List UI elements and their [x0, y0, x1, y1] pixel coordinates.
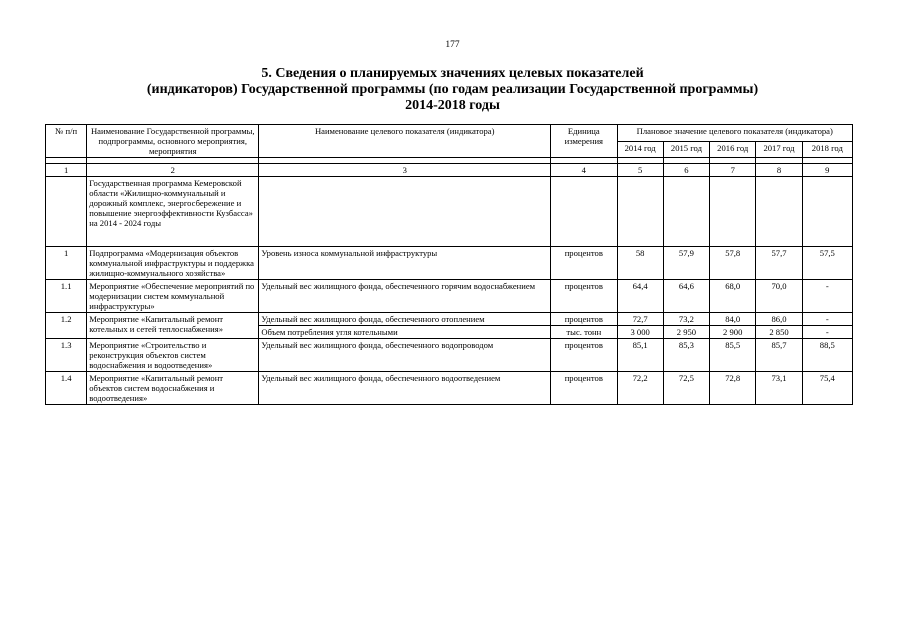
- row-value: 64,4: [617, 280, 663, 313]
- row-value: 58: [617, 247, 663, 280]
- row-value: 57,9: [663, 247, 709, 280]
- row-unit: процентов: [551, 313, 617, 326]
- table-row: [46, 372, 853, 405]
- row-indicator: Объем потребления угля котельными: [259, 326, 551, 339]
- row-value: 85,3: [663, 339, 709, 372]
- row-name: Мероприятие «Капитальный ремонт объектов систем водоснабжения и водоотведения»: [87, 372, 259, 405]
- row-value: -: [802, 280, 852, 313]
- row-unit: тыс. тонн: [551, 326, 617, 339]
- title-line-1: 5. Сведения о планируемых значениях целевых показателей: [261, 66, 644, 81]
- row-value: 88,5: [802, 339, 852, 372]
- table-row: [46, 280, 853, 313]
- column-index: 4: [551, 164, 617, 177]
- row-name: Мероприятие «Строительство и реконструкция объектов систем водоснабжения и водоотведения»: [87, 339, 259, 372]
- row-value: 64,6: [663, 280, 709, 313]
- header-year: 2014 год: [617, 141, 663, 158]
- column-index: 2: [87, 164, 259, 177]
- row-value: 57,8: [710, 247, 756, 280]
- row-value: 68,0: [710, 280, 756, 313]
- row-value: 57,7: [756, 247, 802, 280]
- row-value: 86,0: [756, 313, 802, 326]
- row-value: -: [802, 326, 852, 339]
- header-name: Наименование Государственной программы, подпрограммы, основного мероприятия, мероприятия: [87, 125, 259, 158]
- title-line-2: (индикаторов) Государственной программы (по годам реализации Государственной программы): [146, 82, 759, 97]
- row-unit: процентов: [551, 372, 617, 405]
- row-value: 72,8: [710, 372, 756, 405]
- row-indicator: Удельный вес жилищного фонда, обеспеченного водоотведением: [259, 372, 551, 405]
- header-year: 2015 год: [663, 141, 709, 158]
- column-index: 7: [710, 164, 756, 177]
- row-value: 2 950: [663, 326, 709, 339]
- row-value: 85,7: [756, 339, 802, 372]
- column-index-row: [46, 164, 853, 177]
- row-num: 1.1: [46, 280, 87, 313]
- row-value: 84,0: [710, 313, 756, 326]
- row-value: 2 900: [710, 326, 756, 339]
- row-value: 72,5: [663, 372, 709, 405]
- row-value: 73,1: [756, 372, 802, 405]
- column-index: 1: [46, 164, 87, 177]
- row-num: 1.4: [46, 372, 87, 405]
- row-name: Мероприятие «Обеспечение мероприятий по модернизации систем коммунальной инфраструктуры»: [87, 280, 259, 313]
- column-index: 3: [259, 164, 551, 177]
- row-value: 57,5: [802, 247, 852, 280]
- row-name: Подпрограмма «Модернизация объектов коммунальной инфраструктуры и поддержка жилищно-коммунального хозяйства»: [87, 247, 259, 280]
- column-index: 6: [663, 164, 709, 177]
- title-line-3: 2014-2018 годы: [405, 98, 500, 113]
- column-index: 8: [756, 164, 802, 177]
- page-number: 177: [445, 40, 460, 50]
- row-name: Мероприятие «Капитальный ремонт котельных и сетей теплоснабжения»: [87, 313, 259, 339]
- program-name: Государственная программа Кемеровской области «Жилищно-коммунальный и дорожный комплекс, энергосбережение и повышение энергоэффективности Кузбасса» на 2014 - 2024 годы: [87, 177, 259, 247]
- row-unit: процентов: [551, 339, 617, 372]
- header-year: 2018 год: [802, 141, 852, 158]
- table-row: [46, 313, 853, 326]
- table-header-row: [46, 125, 853, 142]
- column-index: 9: [802, 164, 852, 177]
- row-unit: процентов: [551, 280, 617, 313]
- header-indicator: Наименование целевого показателя (индикатора): [259, 125, 551, 158]
- row-value: 85,5: [710, 339, 756, 372]
- row-indicator: Удельный вес жилищного фонда, обеспеченного водопроводом: [259, 339, 551, 372]
- row-value: 85,1: [617, 339, 663, 372]
- document-title: [0, 66, 905, 114]
- header-year: 2016 год: [710, 141, 756, 158]
- row-num: 1: [46, 247, 87, 280]
- column-index: 5: [617, 164, 663, 177]
- row-num: 1.3: [46, 339, 87, 372]
- row-indicator: Удельный вес жилищного фонда, обеспеченного отоплением: [259, 313, 551, 326]
- row-num: 1.2: [46, 313, 87, 339]
- table-row: [46, 339, 853, 372]
- table-row-program: [46, 177, 853, 247]
- row-value: 73,2: [663, 313, 709, 326]
- row-value: 70,0: [756, 280, 802, 313]
- row-indicator: Уровень износа коммунальной инфраструктуры: [259, 247, 551, 280]
- indicators-table: [45, 124, 853, 405]
- header-num: № п/п: [46, 125, 87, 158]
- row-value: 72,2: [617, 372, 663, 405]
- row-value: 75,4: [802, 372, 852, 405]
- row-value: 72,7: [617, 313, 663, 326]
- header-planned: Плановое значение целевого показателя (индикатора): [617, 125, 852, 142]
- row-value: -: [802, 313, 852, 326]
- row-value: 2 850: [756, 326, 802, 339]
- header-unit: Единица измерения: [551, 125, 617, 158]
- table-row: [46, 247, 853, 280]
- row-unit: процентов: [551, 247, 617, 280]
- row-value: 3 000: [617, 326, 663, 339]
- header-year: 2017 год: [756, 141, 802, 158]
- row-indicator: Удельный вес жилищного фонда, обеспеченного горячим водоснабжением: [259, 280, 551, 313]
